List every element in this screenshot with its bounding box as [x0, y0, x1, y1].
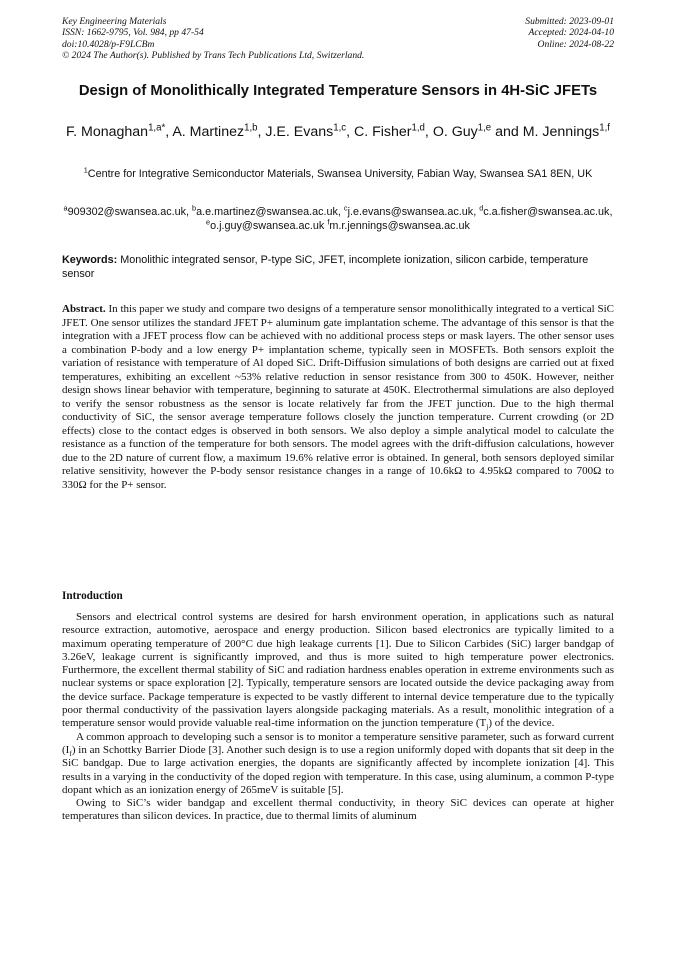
paragraph: A common approach to developing such a sensor is to monitor a temperature sensitive parameter, such as forward current $(I_f)$ in an Schottky Barrier Diode [3]. Another such design is to use a region uniformly doped with dopants that sit deep in the SiC bandgap. Due to large activation energies, the dopants are significantly affected by incomplete ionization [4]. This results in a varying in the conductivity of the doped region with temperature. In this case, using aluminum, a common P-type dopant which as an ionization energy of 265meV is suitable [5].: [62, 730, 614, 796]
author-name: C. Fisher: [353, 124, 412, 140]
email-address[interactable]: a.e.martinez@swansea.ac.uk: [196, 206, 338, 218]
author-affiliation-mark: 1,d: [411, 122, 425, 134]
introduction-body: [62, 611, 614, 824]
copyright-notice: © 2024 The Author(s). Published by Trans Tech Publications Ltd, Switzerland.: [62, 50, 365, 62]
abstract: [62, 303, 614, 492]
journal-issn: ISSN: 1662-9795, Vol. 984, pp 47-54: [62, 27, 204, 39]
author-affiliation-mark: 1,f: [599, 122, 610, 134]
journal-header-right: [525, 16, 614, 50]
email-address[interactable]: j.e.evans@swansea.ac.uk: [347, 206, 474, 218]
author-name: M. Jennings: [522, 124, 600, 140]
affiliation: [62, 167, 614, 181]
abstract-text: In this paper we study and compare two designs of a temperature sensor monolithically integrated to a vertical SiC JFET. One sensor utilizes the standard JFET P+ aluminum gate implantation scheme. The advantage of this sensor is that the integration with a JFET process flow can be achieved with no additional process steps or mask layers. The other sensor uses a combination P-body and a low energy P+ implantation scheme, typically seen in MOSFETs. Both sensors exploit the variation of resistance with temperature of Al doped SiC. Drift-Diffusion simulations of both designs are carried out at fixed temperatures, exhibiting an excellent ~53% relative reduction in sensor resistance from 300 to 450K. However, neither design shows linear behavior with temperature, beginning to saturate at 450K. Electrothermal simulations are also deployed to verify the sensor robustness as the sensor is locate relatively far from the JFET junction. Due to the high thermal conductivity of SiC, the sensor average temperature follows closely the junction temperature. Current crowding (or 2D effects) close to the contact edges is observed in both sensors. We also deploy a simple analytical model to calculate the resistance as a function of the temperature for both sensors. The model agrees with the drift-diffusion calculations, however due to the 2D nature of current flow, a maximum 19.6% relative error is obtained. In general, both sensors deployed similar relative sensitivity, however the P-body sensor resistance changes in a range of 10.6kΩ to 4.95kΩ compared to 700Ω to 330Ω for the P+ sensor.: [62, 303, 615, 491]
author-name: J.E. Evans: [265, 124, 334, 140]
affiliation-text: Centre for Integrative Semiconductor Materials, Swansea University, Fabian Way, Swansea SA1 8EN, UK: [87, 168, 593, 180]
author-affiliation-mark: 1,b: [244, 122, 258, 134]
journal-name: Key Engineering Materials: [62, 16, 167, 27]
paragraph: Sensors and electrical control systems are desired for harsh environment operation, in applications such as natural resource extraction, automotive, aerospace and energy production. Silicon based electronics are typically limited to a maximum operating temperature of 200°C due high leakage currents [1]. Due to Silicon Carbides (SiC) larger bandgap of 3.26eV, leakage current is significantly improved, and thus is more suited to high temperature power electronics. Furthermore, the excellent thermal stability of SiC and radiation hardness enables operation in extreme environments such as nuclear systems or space exploration [2]. Typically, temperature sensors are located outside the device packaging away from the device surface. Package temperature is expected to be vastly different to internal device temperature due to the typically poor thermal conductivity of the passivation layers alongside packaging materials. As a result, monolithic integration of a temperature sensor would provide valuable real-time information on the junction temperature $(T_j)$ of the device.: [62, 611, 614, 732]
email-address[interactable]: c.a.fisher@swansea.ac.uk: [483, 206, 610, 218]
journal-doi: doi:10.4028/p-F9LCBm: [62, 38, 155, 50]
email-address[interactable]: 909302@swansea.ac.uk: [67, 206, 187, 218]
author-affiliation-mark: 1,c: [333, 122, 347, 134]
paper-title: Design of Monolithically Integrated Temperature Sensors in 4H-SiC JFETs: [78, 83, 598, 99]
author-name: A. Martinez: [172, 124, 245, 140]
online-date: Online: 2024-08-22: [537, 38, 614, 50]
author-name: F. Monaghan: [66, 124, 149, 140]
author-list: F. Monaghan$^{1,a*}$, A. Martinez$^{1,b}$, J.E. Evans$^{1,c}$, C. Fisher$^{1,d}$, O. Guy$^{1,e}$ and M. Jennings$^{1,f}$: [66, 122, 610, 140]
section-heading-introduction: Introduction: [62, 590, 123, 602]
keywords: [62, 253, 614, 281]
submitted-date: Submitted: 2023-09-01: [525, 16, 614, 27]
email-address[interactable]: m.r.jennings@swansea.ac.uk: [329, 220, 470, 232]
email-address[interactable]: o.j.guy@swansea.ac.uk: [210, 220, 325, 232]
email-list: $^a$909302@swansea.ac.uk, $^b$a.e.martinez@swansea.ac.uk, $^c$j.e.evans@swansea.ac.uk, $^d$c.a.fisher@swansea.ac.uk, $^e$o.j.guy@swansea.ac.uk $^f$m.r.jennings@swansea.ac.uk: [63, 203, 613, 232]
paragraph: Owing to SiC’s wider bandgap and excellent thermal conductivity, in theory SiC devices can operate at higher temperatures than silicon devices. In practice, due to thermal limits of aluminum: [62, 797, 614, 823]
journal-header-left: [62, 16, 364, 62]
accepted-date: Accepted: 2024-04-10: [528, 27, 614, 39]
keywords-label: Keywords:: [62, 254, 118, 266]
abstract-label: Abstract.: [62, 303, 106, 315]
author-name: O. Guy: [432, 124, 478, 140]
keywords-text: Monolithic integrated sensor, P-type SiC, JFET, incomplete ionization, silicon carbide, temperature sensor: [62, 254, 589, 280]
author-affiliation-mark: 1,a*: [148, 122, 166, 134]
affiliation-mark: 1: [83, 165, 88, 175]
author-affiliation-mark: 1,e: [477, 122, 492, 134]
